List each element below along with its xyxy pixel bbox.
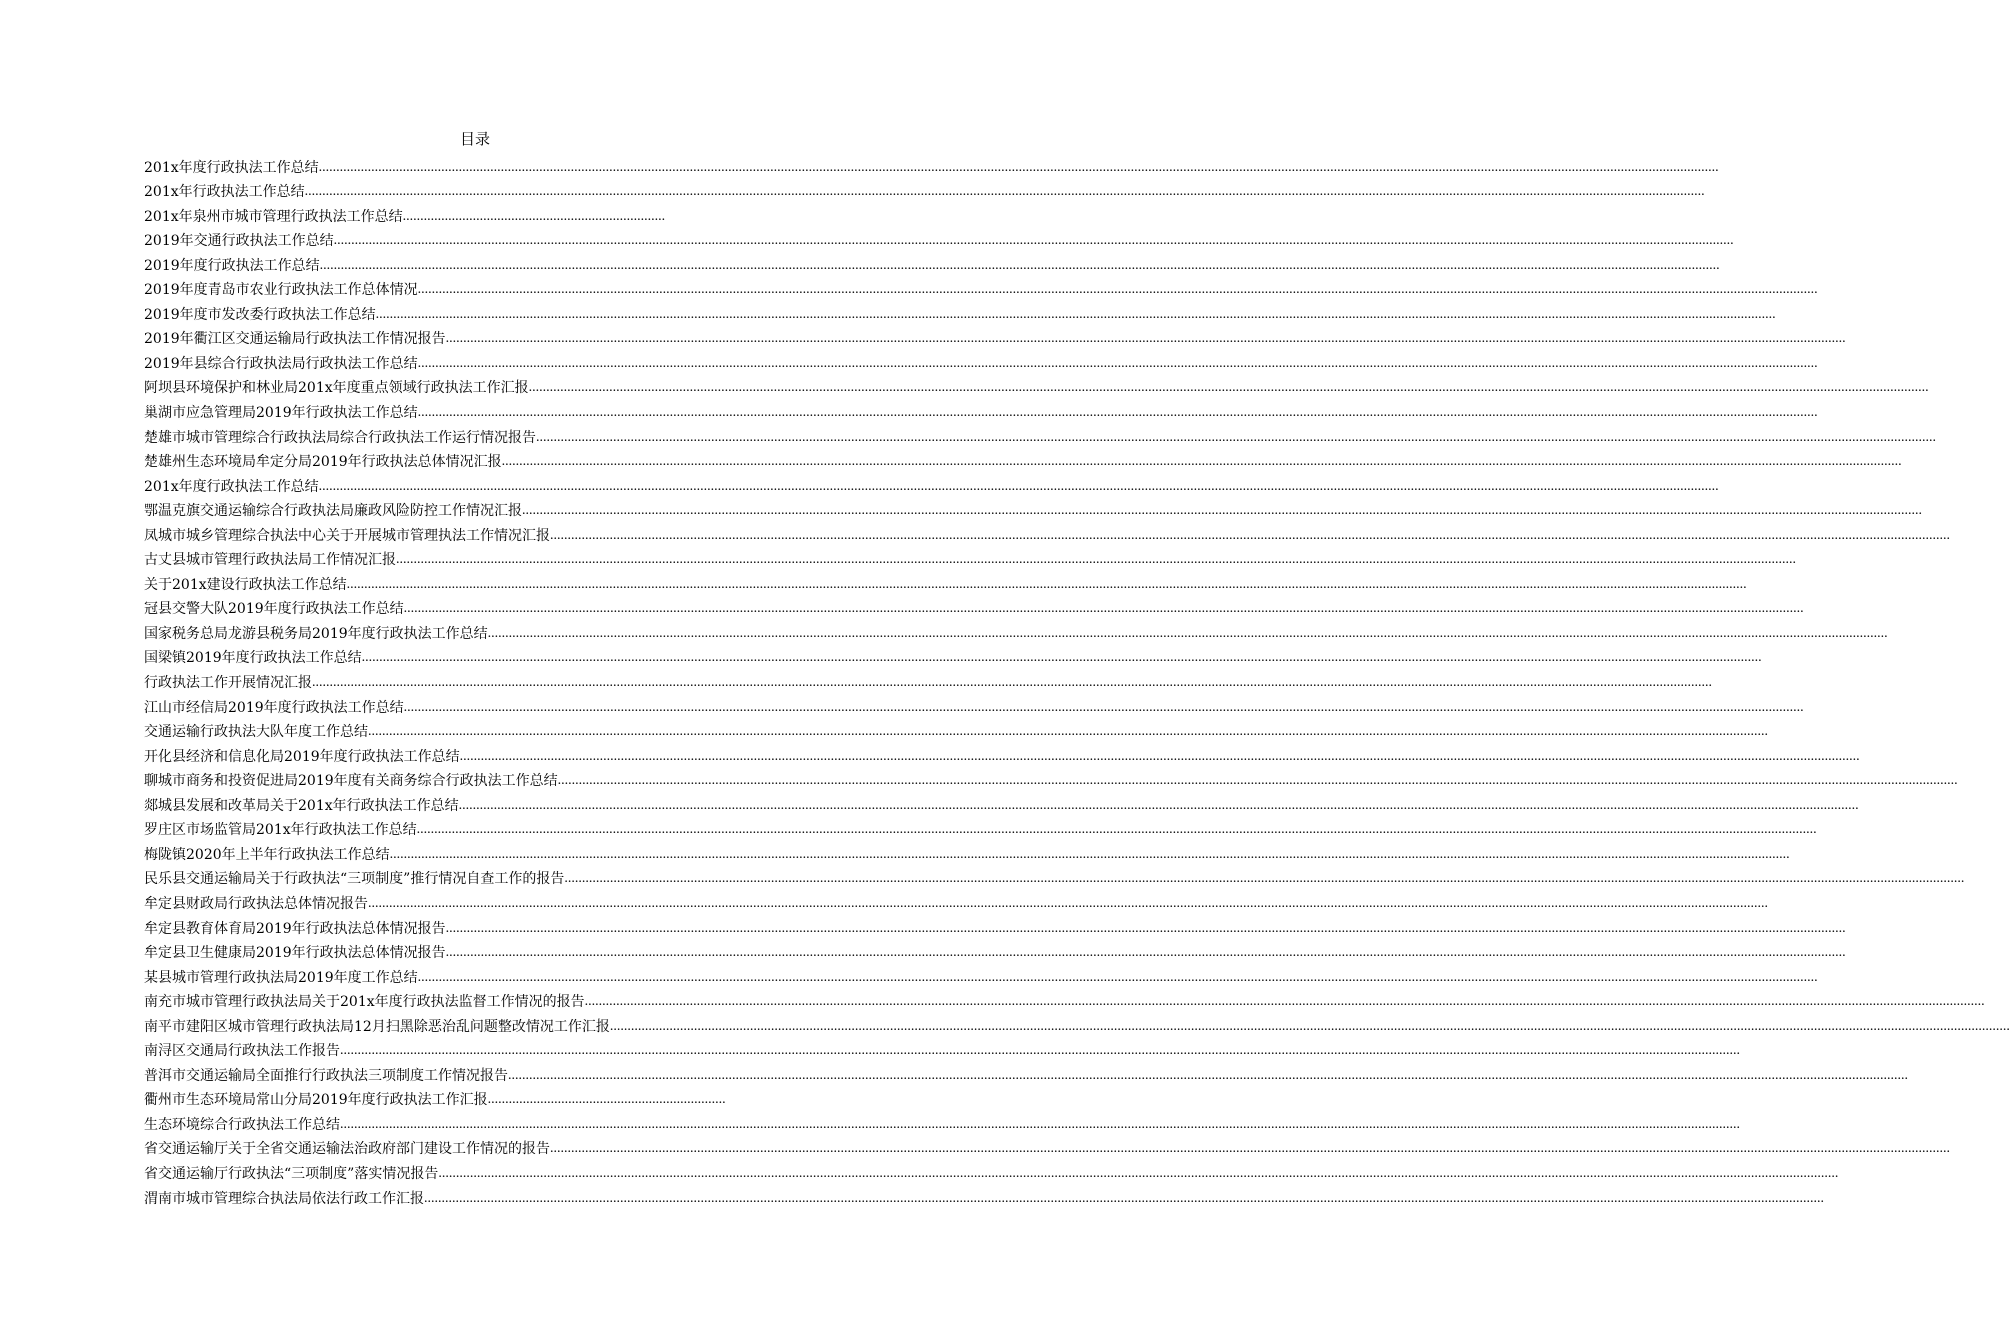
toc-leader-dots: ................................................................................................................................................................................................................................................................................................................................................................................................................ [528, 380, 1929, 396]
toc-entry[interactable] [144, 938, 1846, 963]
toc-entry-title: 罗庄区市场监管局201x年行政执法工作总结 [144, 822, 417, 839]
toc-entry[interactable] [144, 471, 1719, 496]
toc-entry[interactable] [144, 201, 806, 226]
toc-leader-dots: ................................................................................................................................................................................................................................................................................................................................................................................................................ [508, 1067, 1908, 1083]
toc-entry[interactable] [144, 250, 1720, 275]
toc-leader-dots: ................................................................................................................................................................................................................................................................................................................................................................................................................ [417, 405, 1818, 421]
toc-entry-title: 省交通运输厅行政执法“三项制度”落实情况报告 [144, 1165, 439, 1182]
toc-leader-dots: ................................................................................................................................................................................................................................................................................................................................................................................................................ [557, 773, 1958, 789]
toc-entry[interactable] [144, 324, 1846, 349]
toc-leader-dots: ................................................................................................................................................................................................................................................................................................................................................................................................................ [550, 1141, 1950, 1157]
toc-title: 目录 [459, 130, 490, 148]
toc-leader-dots: ................................................................................................................................................................................................................................................................................................................................................................................................................ [487, 625, 1888, 641]
toc-entry-title: 郯城县发展和改革局关于201x年行政执法工作总结 [144, 797, 459, 814]
toc-entry-title: 凤城市城乡管理综合执法中心关于开展城市管理执法工作情况汇报 [144, 527, 550, 544]
toc-entry[interactable] [144, 815, 1817, 840]
toc-leader-dots: ................................................................................................................................................................................................................................................................................................................................................................................................................ [346, 576, 1747, 592]
toc-entry-title: 南充市城市管理行政执法局关于201x年度行政执法监督工作情况的报告 [144, 994, 585, 1011]
toc-entry[interactable] [144, 1134, 1950, 1159]
toc-leader-dots: ................................................................................................................................................................................................................................................................................................................................................................................................................ [396, 552, 1796, 568]
toc-entry[interactable] [144, 913, 1846, 938]
toc-entry-title: 2019年交通行政执法工作总结 [144, 233, 334, 250]
toc-leader-dots: ................................................................................................................................................................................................................................................................................................................................................................................................................ [403, 699, 1804, 715]
toc-leader-dots: ................................................................................................................................................................................................................................................................................................................................................................................................................ [333, 233, 1734, 249]
toc-leader-dots: ................................................................................................................................................................................................................................................................................................................................................................................................................ [304, 184, 1705, 200]
toc-entry[interactable] [144, 594, 1804, 619]
toc-entry-title: 聊城市商务和投资促进局2019年度有关商务综合行政执法工作总结 [144, 773, 558, 790]
toc-entry[interactable] [144, 717, 1768, 742]
toc-entry[interactable] [144, 618, 1888, 643]
toc-entry-title: 衢州市生态环境局常山分局2019年度行政执法工作汇报 [144, 1092, 488, 1109]
toc-entry-title: 梅陇镇2020年上半年行政执法工作总结 [144, 846, 390, 863]
toc-entry-title: 阿坝县环境保护和林业局201x年度重点领域行政执法工作汇报 [144, 380, 529, 397]
toc-leader-dots: ................................................................................................................................................................................................................................................................................................................................................................................................................ [361, 650, 1762, 666]
toc-entry[interactable] [144, 1109, 1740, 1134]
toc-entry-title: 2019年衢江区交通运输局行政执法工作情况报告 [144, 331, 446, 348]
toc-entry[interactable] [144, 1011, 2010, 1036]
toc-entry[interactable] [144, 741, 1860, 766]
toc-entry-title: 国家税务总局龙游县税务局2019年度行政执法工作总结 [144, 625, 488, 642]
toc-entry-title: 南浔区交通局行政执法工作报告 [144, 1043, 340, 1060]
toc-entry[interactable] [144, 397, 1818, 422]
toc-entry-title: 开化县经济和信息化局2019年度行政执法工作总结 [144, 748, 460, 765]
toc-entry[interactable] [144, 545, 1796, 570]
toc-entry-title: 牟定县财政局行政执法总体情况报告 [144, 895, 368, 912]
toc-leader-dots: ................................................................................................................................................................................................................................................................................................................................................................................................................ [417, 282, 1818, 298]
toc-entry-title: 2019年县综合行政执法局行政执法工作总结 [144, 355, 418, 372]
toc-entry[interactable] [144, 643, 1762, 668]
toc-leader-dots: ................................................................................................................................................................................................................................................................................................................................................................................................................ [368, 895, 1768, 911]
toc-entry[interactable] [144, 1183, 1824, 1208]
toc-entry-title: 冠县交警大队2019年度行政执法工作总结 [144, 601, 404, 618]
toc-leader-dots: ................................................................................................................................................................................................................................................................................................................................................................................................................ [459, 748, 1860, 764]
toc-entry[interactable] [144, 692, 1804, 717]
toc-entry-title: 牟定县卫生健康局2019年行政执法总体情况报告 [144, 945, 446, 962]
toc-entry-title: 201x年度行政执法工作总结 [144, 478, 319, 495]
toc-entry[interactable] [144, 496, 1922, 521]
toc-leader-dots: ................................................................................................................................................................................................................................................................................................................................................................................................................ [416, 822, 1817, 838]
toc-leader-dots: ................................................................................................................................................................................................................................................................................................................................................................................................................ [318, 159, 1719, 175]
toc-entry[interactable] [144, 177, 1705, 202]
toc-entry-title: 201x年度行政执法工作总结 [144, 159, 319, 176]
toc-entry[interactable] [144, 766, 1958, 791]
toc-entry-title: 2019年度青岛市农业行政执法工作总体情况 [144, 282, 418, 299]
toc-leader-dots: ................................................................................................................................................................................................................................................................................................................................................................................................................ [584, 994, 1985, 1010]
toc-entry-title: 交通运输行政执法大队年度工作总结 [144, 724, 368, 741]
toc-entry[interactable] [144, 275, 1818, 300]
toc-leader-dots: ................................................................................................................................................................................................................................................................................................................................................................................................................ [609, 1018, 2010, 1034]
toc-leader-dots: .................................................................... [487, 1092, 726, 1108]
toc-leader-dots: ................................................................................................................................................................................................................................................................................................................................................................................................................ [536, 429, 1936, 445]
toc-entry-title: 省交通运输厅关于全省交通运输法治政府部门建设工作情况的报告 [144, 1141, 550, 1158]
toc-entry[interactable] [144, 520, 1950, 545]
toc-leader-dots: ................................................................................................................................................................................................................................................................................................................................................................................................................ [340, 1043, 1740, 1059]
toc-leader-dots: ................................................................................................................................................................................................................................................................................................................................................................................................................ [445, 331, 1846, 347]
toc-leader-dots: ................................................................................................................................................................................................................................................................................................................................................................................................................ [458, 797, 1859, 813]
toc-entry-title: 巢湖市应急管理局2019年行政执法工作总结 [144, 405, 418, 422]
toc-entry-title: 国梁镇2019年度行政执法工作总结 [144, 650, 362, 667]
toc-entry[interactable] [144, 864, 1965, 889]
toc-entry-title: 普洱市交通运输局全面推行行政执法三项制度工作情况报告 [144, 1067, 508, 1084]
toc-leader-dots: ................................................................................................................................................................................................................................................................................................................................................................................................................ [564, 871, 1965, 887]
toc-leader-dots: ................................................................................................................................................................................................................................................................................................................................................................................................................ [501, 454, 1902, 470]
toc-entry[interactable] [144, 373, 1929, 398]
toc-leader-dots: ................................................................................................................................................................................................................................................................................................................................................................................................................ [550, 527, 1950, 543]
toc-entry[interactable] [144, 422, 1936, 447]
toc-leader-dots: ................................................................................................................................................................................................................................................................................................................................................................................................................ [389, 846, 1790, 862]
toc-leader-dots: ................................................................................................................................................................................................................................................................................................................................................................................................................ [445, 945, 1846, 961]
toc-entry-title: 行政执法工作开展情况汇报 [144, 675, 312, 692]
toc-entry-title: 楚雄市城市管理综合行政执法局综合行政执法工作运行情况报告 [144, 429, 536, 446]
toc-leader-dots: ................................................................................................................................................................................................................................................................................................................................................................................................................ [375, 306, 1776, 322]
toc-leader-dots: ................................................................................................................................................................................................................................................................................................................................................................................................................ [445, 920, 1846, 936]
toc-entry-title: 古丈县城市管理行政执法局工作情况汇报 [144, 552, 396, 569]
toc-entry-title: 牟定县教育体育局2019年行政执法总体情况报告 [144, 920, 446, 937]
toc-entry-title: 生态环境综合行政执法工作总结 [144, 1116, 340, 1133]
toc-entry[interactable] [144, 299, 1776, 324]
toc-entry[interactable] [144, 1036, 1740, 1061]
toc-entry[interactable] [144, 790, 1859, 815]
toc-leader-dots: ................................................................................................................................................................................................................................................................................................................................................................................................................ [424, 1190, 1824, 1206]
toc-entry-title: 民乐县交通运输局关于行政执法“三项制度”推行情况自查工作的报告 [144, 871, 565, 888]
toc-entry[interactable] [144, 226, 1734, 251]
toc-entry[interactable] [144, 1158, 1839, 1183]
toc-entry-title: 楚雄州生态环境局牟定分局2019年行政执法总体情况汇报 [144, 454, 502, 471]
toc-entry-title: 2019年度市发改委行政执法工作总结 [144, 306, 376, 323]
toc-entry[interactable] [144, 447, 1902, 472]
toc-leader-dots: ................................................................................................................................................................................................................................................................................................................................................................................................................ [403, 601, 1804, 617]
toc-entry-title: 某县城市管理行政执法局2019年度工作总结 [144, 969, 418, 986]
toc-entry-title: 南平市建阳区城市管理行政执法局12月扫黑除恶治乱问题整改情况工作汇报 [144, 1018, 610, 1035]
toc-leader-dots: ................................................................................................................................................................................................................................................................................................................................................................................................................ [318, 478, 1719, 494]
toc-entry-title: 江山市经信局2019年度行政执法工作总结 [144, 699, 404, 716]
toc-entry[interactable] [144, 569, 1747, 594]
toc-entry-title: 关于201x建设行政执法工作总结 [144, 576, 347, 593]
toc-entry[interactable] [144, 839, 1790, 864]
toc-leader-dots: ................................................................................................................................................................................................................................................................................................................................................................................................................ [522, 503, 1922, 519]
toc-leader-dots: ................................................................................................................................................................................................................................................................................................................................................................................................................ [368, 724, 1768, 740]
toc-entry[interactable] [144, 152, 1719, 177]
toc-leader-dots: ................................................................................................................................................................................................................................................................................................................................................................................................................ [312, 675, 1712, 691]
toc-entry[interactable] [144, 1085, 806, 1110]
toc-entry-title: 201x年行政执法工作总结 [144, 184, 305, 201]
toc-leader-dots: ................................................................................................................................................................................................................................................................................................................................................................................................................ [438, 1165, 1839, 1181]
toc-leader-dots: ................................................................................................................................................................................................................................................................................................................................................................................................................ [319, 257, 1720, 273]
toc-leader-dots: ........................................................................... [402, 208, 666, 224]
toc-entry[interactable] [144, 987, 1985, 1012]
toc-entry-title: 2019年度行政执法工作总结 [144, 257, 320, 274]
toc-entry-title: 201x年泉州市城市管理行政执法工作总结 [144, 208, 403, 225]
toc-entry[interactable] [144, 1060, 1908, 1085]
toc-entry[interactable] [144, 888, 1768, 913]
toc-entry-title: 渭南市城市管理综合执法局依法行政工作汇报 [144, 1190, 424, 1207]
toc-leader-dots: ................................................................................................................................................................................................................................................................................................................................................................................................................ [417, 969, 1818, 985]
toc-list [144, 152, 2010, 1208]
toc-leader-dots: ................................................................................................................................................................................................................................................................................................................................................................................................................ [417, 355, 1818, 371]
toc-entry-title: 鄂温克旗交通运输综合行政执法局廉政风险防控工作情况汇报 [144, 503, 522, 520]
toc-entry[interactable] [144, 962, 1818, 987]
toc-entry[interactable] [144, 348, 1818, 373]
toc-leader-dots: ................................................................................................................................................................................................................................................................................................................................................................................................................ [340, 1116, 1740, 1132]
toc-entry[interactable] [144, 667, 1712, 692]
